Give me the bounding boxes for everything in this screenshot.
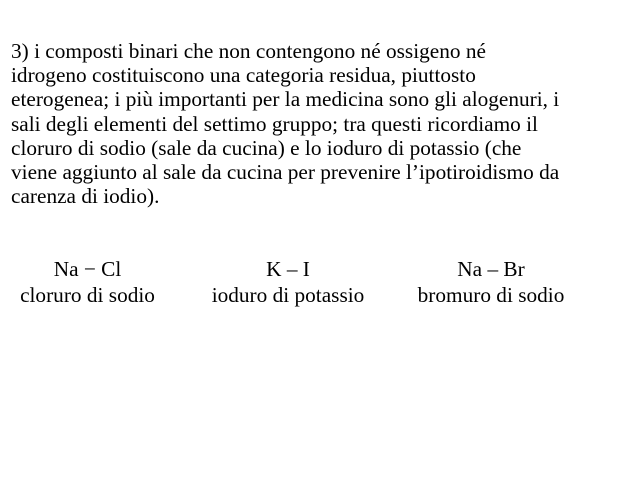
compound-formula: K – I (266, 257, 310, 281)
paragraph-line: carenza di iodio). (11, 184, 160, 209)
paragraph-line: viene aggiunto al sale da cucina per prevenire l’ipotiroidismo da (11, 160, 560, 185)
compound-formula: Na – Br (457, 257, 525, 281)
compound-name: cloruro di sodio (20, 283, 155, 307)
compound-name: ioduro di potassio (211, 283, 365, 307)
body-paragraph (11, 39, 636, 208)
compound-formula: Na − Cl (53, 257, 122, 281)
paragraph-line: 3) i composti binari che non contengono né ossigeno né (11, 39, 486, 63)
paragraph-line: eterogenea; i più importanti per la medicina sono gli alogenuri, i (11, 87, 560, 112)
compound-sodium-bromide (405, 256, 577, 308)
compound-potassium-iodide (198, 256, 378, 308)
compound-sodium-chloride (10, 256, 165, 308)
paragraph-line: sali degli elementi del settimo gruppo; tra questi ricordiamo il (11, 111, 538, 136)
paragraph-line: cloruro di sodio (sale da cucina) e lo ioduro di potassio (che (11, 135, 522, 160)
paragraph-line: idrogeno costituiscono una categoria residua, piuttosto (11, 63, 476, 88)
compound-examples (0, 256, 644, 316)
compound-name: bromuro di sodio (417, 283, 565, 307)
